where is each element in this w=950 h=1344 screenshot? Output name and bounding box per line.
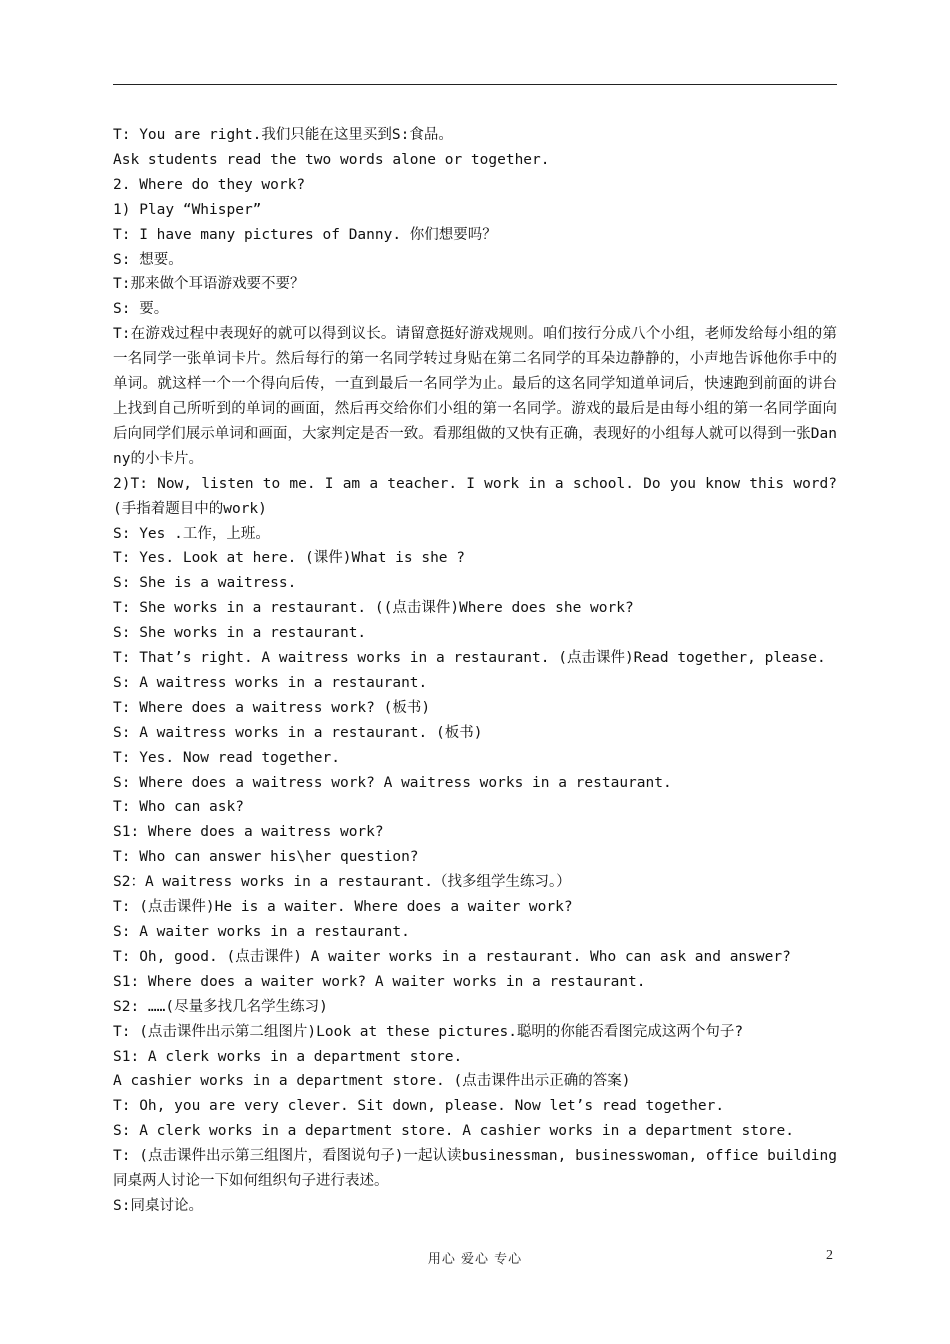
text-line: S: 要。 (113, 301, 169, 318)
footer-motto: 用心 爱心 专心 (427, 1252, 523, 1267)
text-line: T: Oh, you are very clever. Sit down, please. Now let’s read together. (113, 1098, 725, 1115)
text-line: S: She is a waitress. (113, 575, 297, 592)
text-line: 2. Where do they work? (113, 176, 306, 193)
text-line: S:同桌讨论。 (113, 1197, 203, 1214)
text-line: T: Who can ask? (113, 799, 244, 816)
text-line: T: Where does a waitress work? (板书) (113, 699, 431, 716)
text-line: T: That’s right. A waitress works in a restaurant. (点击课件)Read together, please. (113, 650, 826, 667)
text-line: T: She works in a restaurant. ((点击课件)Where does she work? (113, 600, 634, 617)
document-body (113, 123, 837, 1219)
game-rules-paragraph: T:在游戏过程中表现好的就可以得到议长。请留意挺好游戏规则。咱们按行分成八个小组，老师发给每小组的第一名同学一张单词卡片。然后每行的第一名同学转过身贴在第二名同学的耳朵边静静的，小声地告诉他你手中的单词。就这样一个一个得向后传，一直到最后一名同学为止。最后的这名同学知道单词后，快速跑到前面的讲台上找到自己所听到的单词的画面，然后再交给你们小组的第一名同学。游戏的最后是由每小组的第一名同学面向后向同学们展示单词和画面，大家判定是否一致。看那组做的又快有正确，表现好的小组每人就可以得到一张Danny的小卡片。 (113, 326, 837, 467)
text-line: S1: A clerk works in a department store. (113, 1048, 463, 1065)
page-number: 2 (826, 1248, 833, 1263)
text-line: S: A waitress works in a restaurant. (113, 674, 428, 691)
text-line: 2)T: Now, listen to me. I am a teacher. I work in a school. Do you know this word? (手指着题目中的work) (113, 475, 837, 517)
text-line: T: Oh, good. (点击课件) A waiter works in a restaurant. Who can ask and answer? (113, 948, 791, 965)
text-line: T: Yes. Look at here. (课件)What is she ? (113, 550, 466, 567)
text-line: S2: ……(尽量多找几名学生练习) (113, 998, 328, 1015)
text-line: T: Yes. Now read together. (113, 749, 340, 766)
text-line: S1: Where does a waiter work? A waiter works in a restaurant. (113, 973, 646, 990)
text-line: T:那来做个耳语游戏要不要？ (113, 276, 305, 293)
text-line: A cashier works in a department store. (点击课件出示正确的答案) (113, 1073, 631, 1090)
text-line: T: I have many pictures of Danny. 你们想要吗？ (113, 226, 497, 243)
text-line: T: (点击课件出示第三组图片，看图说句子)一起认读businessman, businesswoman, office building同桌两人讨论一下如何组织句子进行表述。 (113, 1148, 837, 1190)
text-line: S1: Where does a waitress work? (113, 824, 384, 841)
text-line: T: Who can answer his\her question? (113, 849, 419, 866)
text-line: S: A clerk works in a department store. A cashier works in a department store. (113, 1123, 794, 1140)
header-rule (113, 84, 837, 85)
text-line: T: (点击课件出示第二组图片)Look at these pictures.聪明的你能否看图完成这两个句子? (113, 1023, 744, 1040)
text-line: S: Yes .工作，上班。 (113, 525, 270, 542)
text-line: S: A waiter works in a restaurant. (113, 924, 410, 940)
text-line: S: Where does a waitress work? A waitress works in a restaurant. (113, 774, 672, 791)
text-line: T: (点击课件)He is a waiter. Where does a waiter work? (113, 899, 573, 916)
text-line: S2：A waitress works in a restaurant.（找多组学生练习。） (113, 874, 571, 891)
text-line: 1) Play “Whisper” (113, 201, 262, 218)
text-line: T: You are right.我们只能在这里买到S:食品。 (113, 127, 453, 143)
text-line: S: 想要。 (113, 251, 183, 268)
text-line: S: A waitress works in a restaurant. (板书) (113, 724, 483, 741)
text-line: S: She works in a restaurant. (113, 625, 367, 642)
text-line: Ask students read the two words alone or together. (113, 151, 550, 168)
